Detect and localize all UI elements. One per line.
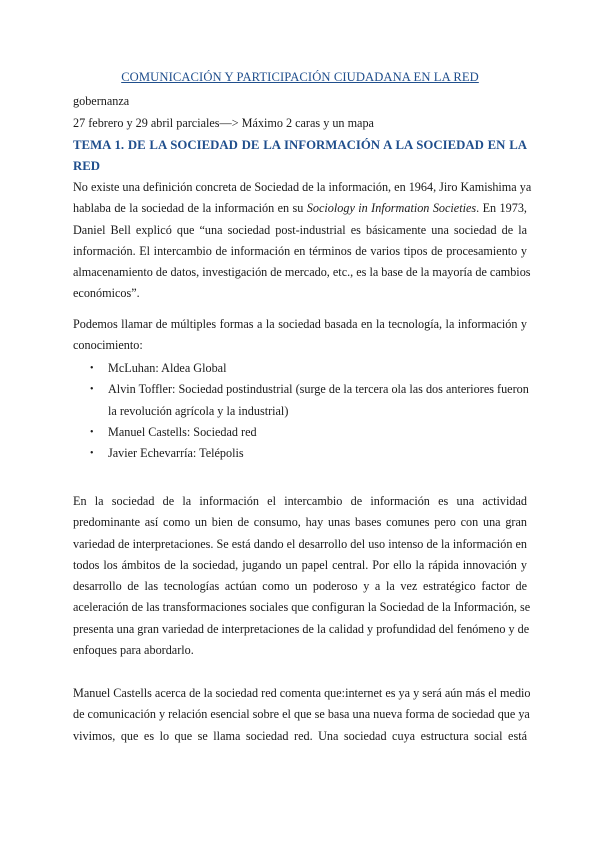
paragraph-line: No existe una definición concreta de Sociedad de la información, en 1964, Jiro Kamishima ya bbox=[73, 180, 532, 194]
paragraph-line: presenta una gran variedad de interpretaciones de la calidad y profundidad del fenómeno y de bbox=[73, 621, 530, 636]
paragraph-line: enfoques para abordarlo. bbox=[73, 643, 194, 658]
list-item: • Javier Echevarría: Telépolis bbox=[90, 443, 530, 464]
paragraph-line: Manuel Castells acerca de la sociedad red comenta que:internet es ya y será aún más el medio bbox=[73, 686, 531, 700]
paragraph-2 bbox=[73, 314, 527, 357]
section-heading: TEMA 1. DE LA SOCIEDAD DE LA INFORMACIÓN A LA SOCIEDAD EN LA RED bbox=[73, 138, 527, 173]
paragraph-line: aceleración de las transformaciones sociales que configuran la Sociedad de la Información, se bbox=[73, 600, 531, 615]
paragraph-line: vivimos, que es lo que se llama sociedad red. Una sociedad cuya estructura social está bbox=[73, 728, 527, 743]
subtitle: gobernanza bbox=[73, 94, 130, 108]
paragraph-line: económicos”. bbox=[73, 286, 140, 301]
paragraph-line: todos los ámbitos de la sociedad, jugando un papel central. Por ello la rápida innovación y bbox=[73, 557, 527, 572]
paragraph-line: En la sociedad de la información el intercambio de información es una actividad bbox=[73, 494, 527, 508]
paragraph-line: conocimiento: bbox=[73, 338, 143, 353]
bullet-icon: • bbox=[90, 384, 94, 396]
paragraph-line: almacenamiento de datos, investigación de mercado, etc., es la base de la mayoría de cambios bbox=[73, 265, 531, 280]
exam-dates-note: 27 febrero y 29 abril parciales—> Máximo 2 caras y un mapa bbox=[73, 116, 374, 130]
list-item: • Alvin Toffler: Sociedad postindustrial (surge de la tercera ola las dos anteriores fueron la revolución agrícola y la industrial) bbox=[90, 379, 530, 422]
paragraph-1 bbox=[73, 177, 532, 305]
paragraph-line: de comunicación y relación esencial sobre el que se basa una nueva forma de sociedad que ya bbox=[73, 707, 530, 722]
bullet-icon: • bbox=[90, 426, 94, 438]
paragraph-3 bbox=[73, 491, 531, 661]
paragraph-line: Podemos llamar de múltiples formas a la sociedad basada en la tecnología, la información y bbox=[73, 317, 527, 331]
names-list bbox=[90, 358, 530, 464]
paragraph-4 bbox=[73, 683, 531, 747]
document-title: COMUNICACIÓN Y PARTICIPACIÓN CIUDADANA EN LA RED bbox=[121, 70, 479, 84]
paragraph-line: predominante así como un bien de consumo, hay unas bases comunes pero con una gran bbox=[73, 515, 527, 530]
book-title: Sociology in Information Societies bbox=[306, 201, 477, 216]
list-item: • McLuhan: Aldea Global bbox=[90, 358, 530, 379]
paragraph-line: hablaba de la sociedad de la información en su Sociology in Information Societies. En 1973, bbox=[73, 201, 527, 216]
paragraph-line: desarrollo de las tecnologías actúan como un poderoso y a la vez estratégico factor de bbox=[73, 579, 527, 594]
bullet-icon: • bbox=[90, 448, 94, 460]
bullet-icon: • bbox=[90, 363, 94, 374]
paragraph-line: información. El intercambio de información en términos de varios tipos de procesamiento y bbox=[73, 243, 527, 258]
paragraph-line: Daniel Bell explicó que “una sociedad post-industrial es básicamente una sociedad de la bbox=[73, 222, 527, 237]
list-item: • Manuel Castells: Sociedad red bbox=[90, 422, 530, 443]
paragraph-line: variedad de interpretaciones. Se está dando el desarrollo del uso intenso de la información en bbox=[73, 536, 527, 551]
